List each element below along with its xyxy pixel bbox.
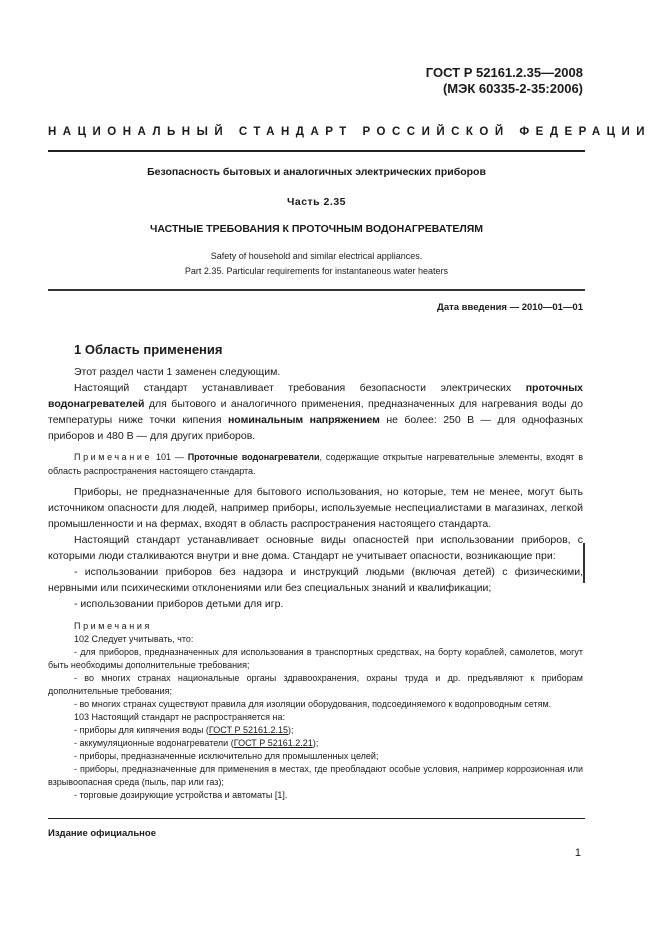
- english-title: [48, 249, 585, 279]
- section-heading: 1 Область применения: [74, 342, 223, 357]
- section-body: [48, 364, 583, 802]
- national-standard-title: НАЦИОНАЛЬНЫЙ СТАНДАРТ РОССИЙСКОЙ ФЕДЕРАЦИИ: [48, 126, 652, 138]
- text-run: для бытового и аналогичного применения, предназначенных для нагревания воды до температуры ниже точки кипения: [48, 398, 583, 426]
- english-title-line1: Safety of household and similar electrical appliances.: [210, 251, 423, 261]
- text-run: 101 —: [152, 452, 188, 462]
- spacer: [48, 612, 583, 620]
- reference-gost-2-15[interactable]: ГОСТ Р 52161.2.15: [208, 725, 289, 735]
- note-item: [48, 737, 583, 750]
- note-101: [48, 450, 583, 478]
- list-item: - использовании приборов детьми для игр.: [74, 598, 284, 610]
- standard-number: ГОСТ Р 52161.2.35—2008: [425, 65, 583, 80]
- note-item: - торговые дозирующие устройства и автоматы [1].: [74, 790, 288, 800]
- note-103-intro: 103 Настоящий стандарт не распространяется на:: [74, 712, 285, 722]
- page-number: 1: [574, 847, 581, 859]
- reference-gost-2-21[interactable]: ГОСТ Р 52161.2.21: [233, 738, 313, 748]
- note-label: Примечание: [74, 452, 153, 462]
- note-102-intro: 102 Следует учитывать, что:: [74, 634, 194, 644]
- text-run: не более: 250 В — для однофазных приборов и 480 В — для других приборов.: [48, 414, 583, 442]
- paragraph-scope: [48, 380, 583, 444]
- text-run: - аккумуляционные водонагреватели (: [74, 738, 234, 748]
- paragraph-hazards: Настоящий стандарт устанавливает основные виды опасностей при использовании приборов, с которыми люди сталкиваются внутри и вне дома. Стандарт не учитывает опасности, возникающие при:: [48, 534, 583, 562]
- list-item: - использовании приборов без надзора и инструкций людьми (включая детей) с физическими, нервными или психическими отклонениями или без специальных знаний и квалификации;: [48, 566, 583, 594]
- part-label: Часть 2.35: [286, 196, 346, 208]
- text-run: Настоящий стандарт устанавливает требования безопасности электрических: [74, 382, 526, 394]
- paragraph-non-household: Приборы, не предназначенные для бытового использования, но которые, тем не менее, могут быть источником опасности для людей, например приборы, используемые неспециалистами в магазинах, легкой промышленности и на фермах, входят в область распространения настоящего стандарта.: [48, 486, 583, 530]
- header-rule: [48, 150, 585, 152]
- text-run: );: [312, 738, 319, 748]
- change-marker-bar: [583, 543, 585, 583]
- text-run: );: [288, 725, 294, 735]
- text-run: - приборы для кипячения воды (: [74, 725, 209, 735]
- note-item: [48, 724, 583, 737]
- footer-rule: [48, 818, 585, 819]
- standard-main-title: ЧАСТНЫЕ ТРЕБОВАНИЯ К ПРОТОЧНЫМ ВОДОНАГРЕВАТЕЛЯМ: [149, 223, 484, 235]
- term-bold: проточных водонагревателей: [48, 382, 583, 410]
- iec-equivalent: (МЭК 60335-2-35:2006): [442, 81, 583, 96]
- notes-label-text: Примечания: [74, 621, 152, 631]
- note-item: - во многих странах существуют правила для изоляции оборудования, подсоединяемого к водопроводным сетям.: [74, 699, 552, 709]
- paragraph-replacement: Этот раздел части 1 заменен следующим.: [74, 366, 281, 378]
- standard-subtitle: Безопасность бытовых и аналогичных электрических приборов: [147, 166, 486, 178]
- english-title-line2: Part 2.35. Particular requirements for instantaneous water heaters: [184, 266, 449, 276]
- note-item: - во многих странах национальные органы здравоохранения, охраны труда и др. предъявляют к приборам дополнительные требования;: [48, 673, 583, 696]
- standard-code: [426, 65, 583, 97]
- introduction-date: Дата введения — 2010—01—01: [437, 302, 583, 313]
- text-run: , содержащие открытые нагревательные элементы, входят в область распространения настоящего стандарта.: [48, 452, 583, 476]
- note-item: - для приборов, предназначенных для использования в транспортных средствах, на борту кораблей, самолетов, могут быть необходимы дополнительные требования;: [48, 647, 583, 670]
- title-rule: [48, 289, 585, 291]
- term-bold: Проточные водонагреватели: [187, 452, 320, 462]
- notes-label: [48, 620, 583, 633]
- note-item: - приборы, предназначенные исключительно для промышленных целей;: [74, 751, 379, 761]
- note-item: - приборы, предназначенные для применения в местах, где преобладают особые условия, например коррозионная или взрывоопасная среда (пыль, пар или газ);: [48, 764, 583, 787]
- edition-label: Издание официальное: [48, 828, 156, 839]
- term-bold: номинальным напряжением: [227, 414, 380, 426]
